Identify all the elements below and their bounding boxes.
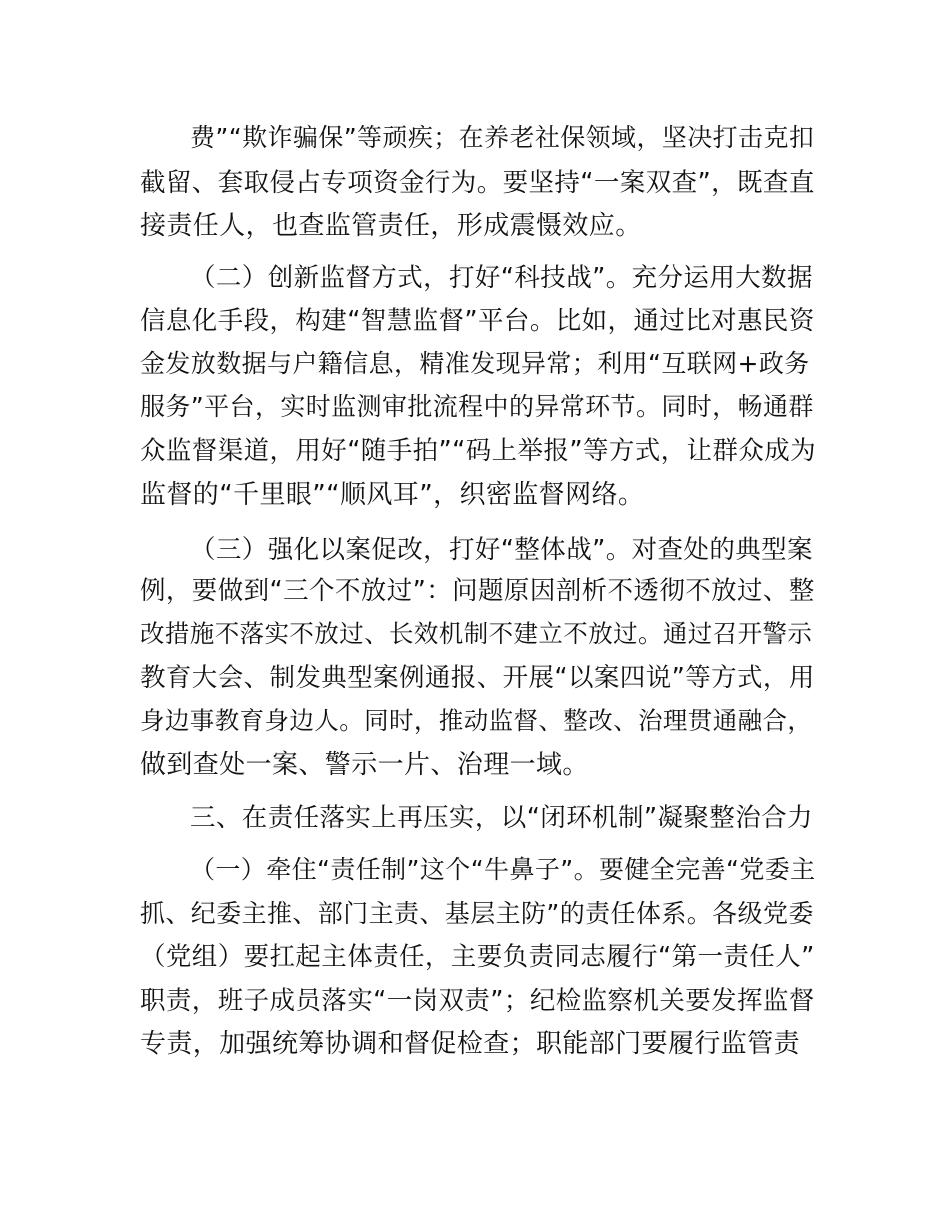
paragraph-line: 教育大会、制发典型案例通报、开展“以案四说”等方式，用 <box>140 663 815 693</box>
paragraph-line: 改措施不落实不放过、长效机制不建立不放过。通过召开警示 <box>140 619 813 648</box>
paragraph-line: 服务”平台，实时监测审批流程中的异常环节。同时，畅通群 <box>140 392 814 421</box>
paragraph-line: 信息化手段，构建“智慧监督”平台。比如，通过比对惠民资 <box>140 306 815 336</box>
paragraph-line: 例，要做到“三个不放过”：问题原因剖析不透彻不放过、整 <box>140 576 815 606</box>
paragraph-line: 做到查处一案、警示一片、治理一域。 <box>140 750 589 780</box>
paragraph-line: 费”“欺诈骗保”等顽疾；在养老社保领域，坚决打击克扣 <box>190 123 815 152</box>
section-heading-3: （三）强化以案促改，打好“整体战”。对查处的典型案 <box>190 535 813 565</box>
paragraph-line: 众监督渠道，用好“随手拍”“码上举报”等方式，让群众成为 <box>140 436 817 466</box>
paragraph-line: 截留、套取侵占专项资金行为。要坚持“一案双查”，既查直 <box>140 168 815 198</box>
paragraph-line: 监督的“千里眼”“顺风耳”，织密监督网络。 <box>140 480 645 510</box>
paragraph-line: 专责，加强统筹协调和督促检查；职能部门要履行监管责 <box>140 1029 801 1059</box>
paragraph-line: 职责，班子成员落实“一岗双责”；纪检监察机关要发挥监督 <box>140 986 815 1016</box>
paragraph-line: 抓、纪委主推、部门主责、基层主防”的责任体系。各级党委 <box>140 899 814 928</box>
section-heading-1: （一）牵住“责任制”这个“牛鼻子”。要健全完善“党委主 <box>190 855 816 884</box>
chapter-heading: 三、在责任落实上再压实，以“闭环机制”凝聚整治合力 <box>190 803 813 833</box>
paragraph-line: 身边事教育身边人。同时，推动监督、整改、治理贯通融合， <box>140 706 813 735</box>
paragraph-line: 金发放数据与户籍信息，精准发现异常；利用“互联网+政务 <box>140 349 810 378</box>
paragraph-line: （党组）要扛起主体责任，主要负责同志履行“第一责任人” <box>140 942 815 972</box>
paragraph-line: 接责任人，也查监管责任，形成震慑效应。 <box>140 211 642 241</box>
section-heading-2: （二）创新监督方式，打好“科技战”。充分运用大数据 <box>190 263 813 293</box>
